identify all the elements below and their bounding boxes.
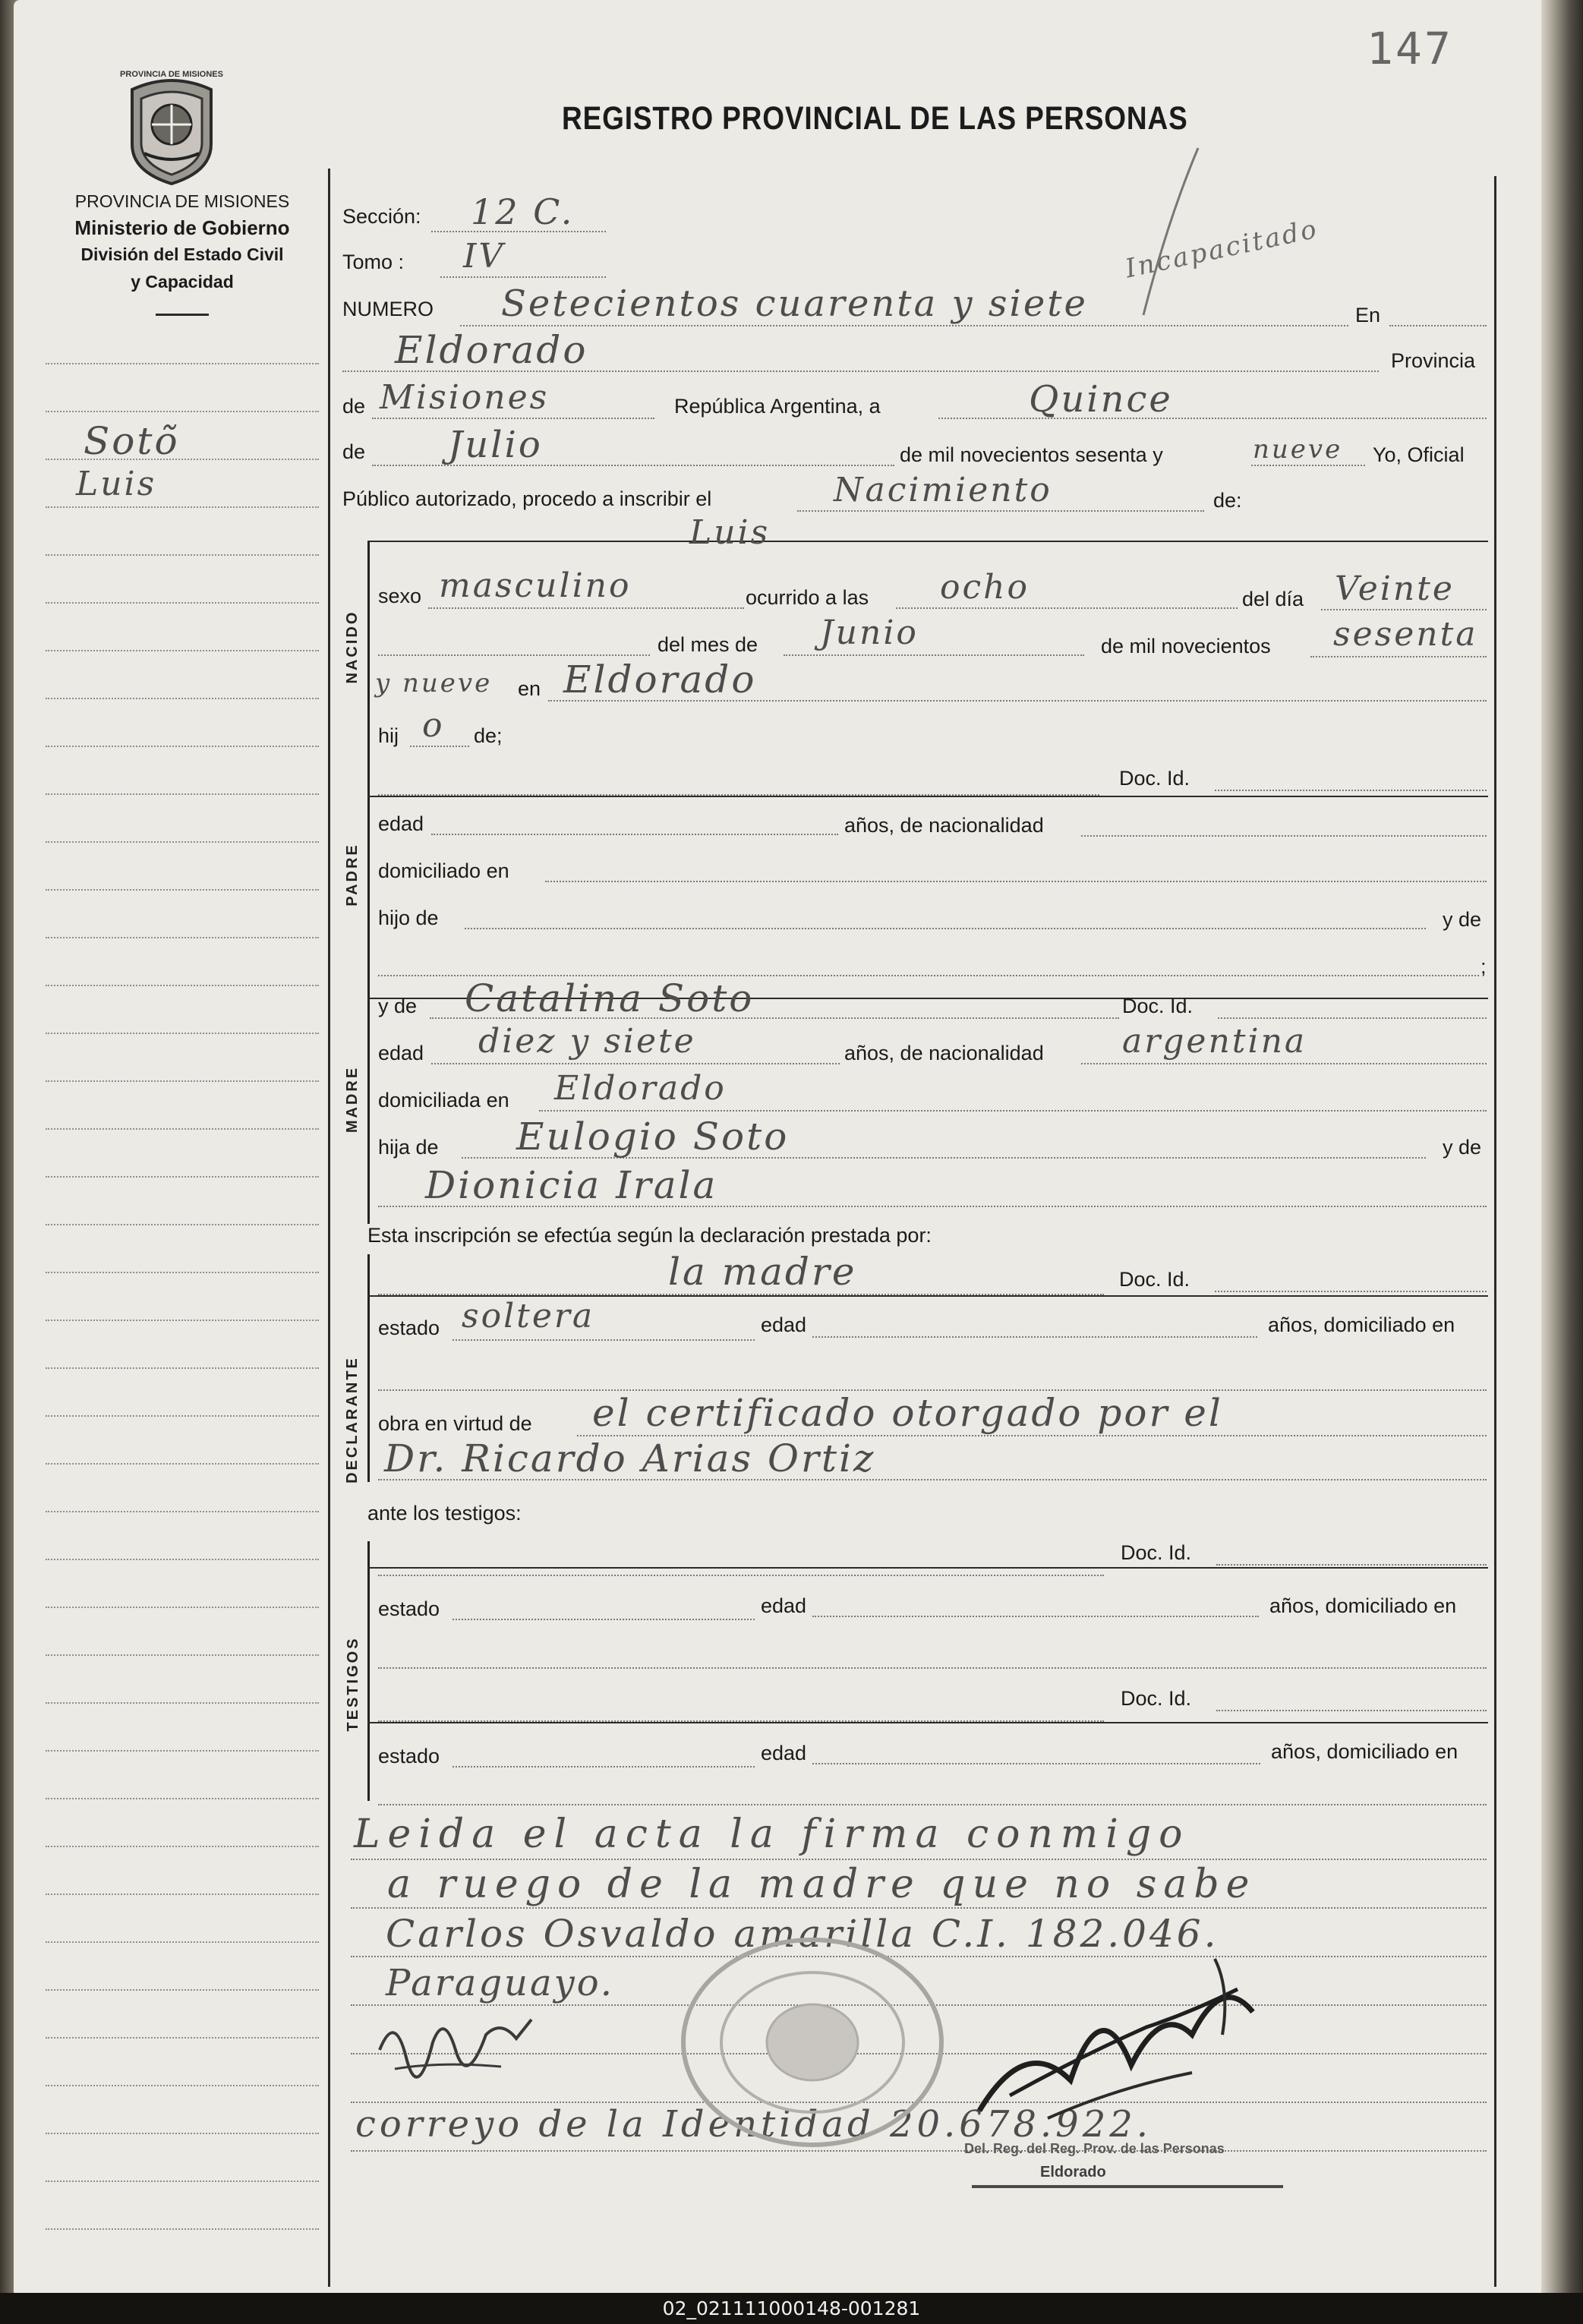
- margin-line: [46, 746, 319, 747]
- declarante-estado-line: [453, 1339, 755, 1341]
- padre-domicilio-line: [545, 881, 1487, 882]
- padre-top-rule: [367, 796, 1488, 797]
- annotation-slash: [1137, 144, 1206, 319]
- anio-nacimiento-value-2: y nueve: [375, 668, 493, 698]
- official-place: Eldorado: [1040, 2164, 1106, 2181]
- margin-line: [46, 841, 319, 843]
- lugar-nacimiento-value: Eldorado: [563, 657, 757, 702]
- margin-line: [46, 698, 319, 699]
- testigo1-estado-line: [453, 1619, 755, 1620]
- acto-value: Nacimiento: [834, 471, 1052, 509]
- declarante-value: la madre: [668, 1250, 857, 1294]
- margin-line: [46, 363, 319, 364]
- dia-nac-line: [1321, 609, 1487, 610]
- testigo2-doc-label: Doc. Id.: [1121, 1687, 1192, 1710]
- margin-line: [46, 1941, 319, 1943]
- margin-line: [46, 1463, 319, 1465]
- nota-line-3: Carlos Osvaldo amarilla C.I. 182.046.: [386, 1912, 1219, 1956]
- hora-line: [896, 607, 1238, 609]
- numero-value: Setecientos cuarenta y siete: [501, 282, 1088, 325]
- testigo2-estado-label: estado: [378, 1745, 440, 1767]
- madre-doc-label: Doc. Id.: [1122, 995, 1194, 1017]
- declarante-doc-label: Doc. Id.: [1119, 1268, 1190, 1291]
- mes-nac-pre-line: [378, 654, 650, 656]
- margin-line: [46, 1128, 319, 1130]
- padre-section-label: PADRE: [344, 843, 361, 907]
- anio-line: [1251, 465, 1365, 466]
- ocurrido-label: ocurrido a las: [746, 586, 869, 609]
- padre-domicilio-label: domiciliado en: [378, 859, 509, 882]
- nacido-bracket: [367, 541, 370, 768]
- de-label: de: [342, 395, 366, 418]
- declarante-bracket: [367, 1254, 370, 1482]
- hij-line: [410, 746, 469, 747]
- obra-medico-value: Dr. Ricardo Arias Ortiz: [384, 1436, 876, 1480]
- margin-line: [46, 1989, 319, 1991]
- testigo2-domicilio-line: [378, 1804, 1487, 1805]
- image-caption: 02_021111000148-001281: [662, 2297, 921, 2319]
- padre-doc-line: [1215, 790, 1487, 791]
- madre-y-de-2-label: y de: [1443, 1136, 1482, 1159]
- hora-value: ocho: [940, 568, 1030, 607]
- madre-hija-label: hija de: [378, 1136, 439, 1159]
- de-semicolon-label: de;: [474, 724, 503, 747]
- declarante-edad-label: edad: [761, 1313, 807, 1336]
- page-title: REGISTRO PROVINCIAL DE LAS PERSONAS: [562, 100, 1188, 137]
- official-underline: [972, 2185, 1283, 2188]
- madre-y-de-label: y de: [378, 995, 418, 1017]
- padre-hijo-label: hijo de: [378, 907, 439, 929]
- madre-edad-line: [431, 1063, 840, 1064]
- declarante-estado-value: soltera: [462, 1297, 595, 1335]
- hijo-letra-value: o: [422, 706, 445, 745]
- margin-line: [46, 2228, 319, 2230]
- testigos-top-rule: [367, 1567, 1488, 1569]
- padre-edad-label: edad: [378, 812, 424, 835]
- margin-line: [46, 1654, 319, 1656]
- testigo2-doc-line: [1216, 1710, 1487, 1711]
- margin-line: [46, 1272, 319, 1273]
- numero-line: [460, 325, 1348, 326]
- province-divider: [156, 314, 209, 316]
- ministry-name: Ministerio de Gobierno: [74, 216, 290, 239]
- tomo-line: [440, 276, 606, 278]
- testigos-section-label: TESTIGOS: [345, 1636, 361, 1732]
- madre-nacionalidad-label: años, de nacionalidad: [844, 1042, 1044, 1064]
- mes-nac-line: [784, 654, 1084, 656]
- madre-edad-label: edad: [378, 1042, 424, 1064]
- signature-left-icon: [372, 1997, 539, 2088]
- margin-line: [46, 1367, 319, 1369]
- testigo1-edad-line: [812, 1616, 1259, 1617]
- nota-line-5: correyo de la Identidad 20.678.922.: [355, 2103, 1153, 2146]
- obra-value: el certificado otorgado por el: [592, 1391, 1223, 1435]
- padre-doc-label: Doc. Id.: [1119, 767, 1190, 790]
- madre-section-label: MADRE: [344, 1065, 361, 1134]
- madre-edad-value: diez y siete: [478, 1022, 696, 1061]
- seal-label: PROVINCIA DE MISIONES: [120, 70, 223, 79]
- margin-line: [46, 1798, 319, 1799]
- testigo1-domicilio-line: [378, 1667, 1487, 1669]
- signature-official-icon: [964, 1944, 1283, 2141]
- mes-nacimiento-value: Junio: [820, 613, 919, 652]
- anio-nacimiento-value: sesenta: [1333, 615, 1478, 654]
- padre-nacionalidad-label: años, de nacionalidad: [844, 814, 1044, 837]
- testigo1-doc-label: Doc. Id.: [1121, 1541, 1192, 1564]
- margin-line: [46, 793, 319, 795]
- yo-oficial-label: Yo, Oficial: [1373, 443, 1465, 466]
- margin-line: [46, 1750, 319, 1752]
- nombre-value: Luis: [689, 513, 771, 552]
- notes-line: [351, 1859, 1487, 1860]
- testigo2-edad-line: [812, 1763, 1260, 1764]
- madre-madre-value: Dionicia Irala: [425, 1163, 718, 1207]
- madre-nombre-value: Catalina Soto: [465, 976, 755, 1020]
- margin-line: [46, 1415, 319, 1417]
- padre-hijo-line: [465, 928, 1426, 929]
- margin-line: [46, 411, 319, 412]
- dia-value: Quince: [1029, 378, 1173, 421]
- page-number: 147: [1367, 23, 1453, 74]
- main-left-border: [328, 169, 330, 2287]
- seccion-value: 12 C.: [471, 191, 575, 232]
- nota-line-1: Leida el acta la firma conmigo: [354, 1812, 1190, 1857]
- margin-line: [46, 650, 319, 651]
- declarante-domicilio-label: años, domiciliado en: [1268, 1313, 1455, 1336]
- provincial-seal-icon: [121, 74, 222, 187]
- sexo-value: masculino: [439, 566, 632, 605]
- notes-line: [351, 1907, 1487, 1909]
- ante-testigos-label: ante los testigos:: [367, 1502, 522, 1525]
- margin-line: [46, 506, 319, 508]
- margin-line: [46, 2181, 319, 2182]
- margin-annotation: Incapacitado: [1122, 213, 1322, 285]
- padre-y-de-label: y de: [1443, 908, 1482, 931]
- obra-label: obra en virtud de: [378, 1412, 532, 1435]
- testigo2-domicilio-label: años, domiciliado en: [1271, 1740, 1458, 1763]
- nota-line-4: Paraguayo.: [386, 1962, 615, 2004]
- lugar-value: Eldorado: [395, 328, 588, 372]
- margin-line: [46, 1320, 319, 1321]
- padre-nacionalidad-line: [1081, 835, 1487, 837]
- padre-bracket: [367, 768, 370, 996]
- division-name: División del Estado Civil: [80, 244, 284, 264]
- testigo2-edad-label: edad: [761, 1742, 807, 1764]
- testigo2-rule: [367, 1722, 1488, 1723]
- testigos-bracket: [367, 1541, 370, 1801]
- anio-value: nueve: [1253, 434, 1343, 465]
- margin-line: [46, 889, 319, 891]
- testigo1-domicilio-label: años, domiciliado en: [1269, 1594, 1457, 1617]
- nacido-top-rule: [367, 541, 1488, 542]
- en-line: [1389, 325, 1487, 326]
- margin-line: [46, 1607, 319, 1608]
- nota-line-2: a ruego de la madre que no sabe: [387, 1862, 1257, 1907]
- official-stamp-icon: [668, 1928, 957, 2156]
- madre-domicilio-label: domiciliada en: [378, 1089, 509, 1112]
- testigo1-doc-line: [1216, 1564, 1487, 1566]
- de-colon-label: de:: [1213, 489, 1242, 512]
- provincia-label: Provincia: [1391, 349, 1476, 372]
- numero-label: NUMERO: [342, 298, 434, 320]
- madre-padre-value: Eulogio Soto: [516, 1115, 790, 1159]
- margin-line: [46, 1511, 319, 1512]
- seccion-label: Sección:: [342, 205, 421, 228]
- testigo1-nombre-line: [378, 1575, 1104, 1576]
- madre-bracket: [367, 996, 370, 1224]
- nacido-section-label: NACIDO: [344, 610, 361, 684]
- testigo2-estado-line: [453, 1766, 755, 1767]
- mes-value: Julio: [448, 424, 543, 466]
- testigo1-edad-label: edad: [761, 1594, 807, 1617]
- madre-domicilio-value: Eldorado: [554, 1069, 727, 1108]
- declarante-doc-line: [1215, 1291, 1487, 1292]
- official-title: Del. Reg. del Reg. Prov. de las Personas: [964, 2141, 1225, 2156]
- margin-line: [46, 1559, 319, 1560]
- margin-surname: Sotõ: [84, 419, 180, 463]
- madre-nacionalidad-value: argentina: [1122, 1022, 1307, 1061]
- sexo-label: sexo: [378, 585, 422, 607]
- provincia-line: [372, 418, 654, 419]
- sexo-line: [428, 607, 744, 609]
- main-right-border: [1494, 176, 1496, 2287]
- margin-line: [46, 1846, 319, 1847]
- publico-label: Público autorizado, procedo a inscribir el: [342, 487, 712, 510]
- dia-line: [938, 418, 1487, 419]
- en-label: En: [1355, 304, 1381, 326]
- anio-nac-line: [1310, 656, 1487, 657]
- declaracion-label: Esta inscripción se efectúa según la declaración prestada por:: [367, 1224, 932, 1247]
- madre-domicilio-line: [539, 1110, 1487, 1112]
- hij-label: hij: [378, 724, 399, 747]
- margin-line: [46, 1080, 319, 1082]
- padre-semicolon: ;: [1481, 955, 1487, 978]
- division-name-2: y Capacidad: [131, 272, 234, 292]
- provincia-value: Misiones: [380, 378, 550, 417]
- madre-nacionalidad-line: [1081, 1063, 1487, 1064]
- province-name: PROVINCIA DE MISIONES: [74, 191, 290, 211]
- margin-line: [46, 1176, 319, 1178]
- margin-line: [46, 985, 319, 986]
- margin-line: [46, 1033, 319, 1034]
- acto-line: [797, 510, 1204, 512]
- margin-line: [46, 602, 319, 604]
- margin-line: [46, 937, 319, 938]
- declarante-edad-line: [812, 1336, 1257, 1338]
- margin-line: [46, 1894, 319, 1895]
- margin-line: [46, 1224, 319, 1225]
- padre-edad-line: [431, 834, 838, 835]
- en-lower-label: en: [518, 677, 541, 700]
- margin-line: [46, 554, 319, 556]
- margin-line: [46, 2085, 319, 2086]
- declarante-estado-label: estado: [378, 1317, 440, 1339]
- madre-doc-line: [1218, 1017, 1487, 1019]
- margin-line: [46, 2133, 319, 2134]
- del-dia-label: del día: [1242, 588, 1304, 610]
- margin-line: [46, 2037, 319, 2039]
- declarante-section-label: DECLARANTE: [344, 1356, 361, 1484]
- de-label-2: de: [342, 440, 366, 463]
- tomo-value: IV: [463, 237, 506, 276]
- testigo1-estado-label: estado: [378, 1597, 440, 1620]
- margin-given-name: Luis: [76, 465, 157, 503]
- tomo-label: Tomo :: [342, 251, 405, 273]
- margin-line: [46, 1702, 319, 1704]
- republica-label: República Argentina, a: [674, 395, 881, 418]
- mil-sesenta-label: de mil novecientos sesenta y: [900, 443, 1163, 466]
- del-mes-label: del mes de: [657, 633, 758, 656]
- dia-nacimiento-value: Veinte: [1335, 569, 1455, 608]
- book-spine: [1541, 0, 1583, 2293]
- mil-novecientos-label: de mil novecientos: [1101, 635, 1271, 657]
